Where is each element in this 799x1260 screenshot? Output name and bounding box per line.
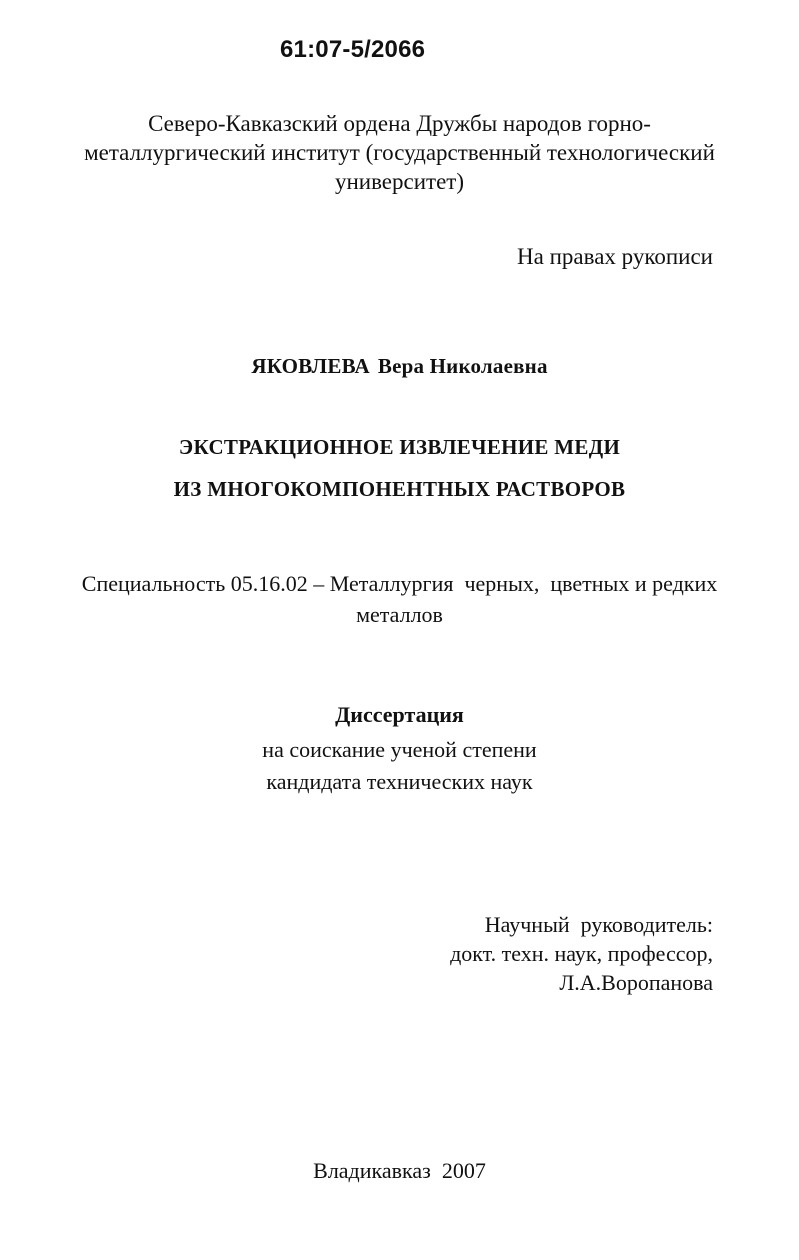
- scientific-supervisor: [450, 910, 713, 997]
- institution-line-1: Северо-Кавказский ордена Дружбы народов горно-: [148, 111, 651, 136]
- author-surname: ЯКОВЛЕВА: [251, 354, 370, 378]
- title-line-2: ИЗ МНОГОКОМПОНЕНТНЫХ РАСТВОРОВ: [173, 477, 626, 501]
- author-name: [0, 354, 799, 379]
- specialty-line-1: Специальность 05.16.02 – Металлургия черных, цветных и редких: [81, 571, 718, 596]
- rights-note: На правах рукописи: [517, 244, 713, 269]
- institution-line-3: университет): [334, 169, 465, 194]
- dissertation-title: [0, 426, 799, 510]
- degree-line-2: кандидата технических наук: [266, 769, 533, 794]
- supervisor-name: Л.А.Воропанова: [559, 970, 713, 995]
- title-line-1: ЭКСТРАКЦИОННОЕ ИЗВЛЕЧЕНИЕ МЕДИ: [178, 435, 621, 459]
- dissertation-heading: Диссертация: [335, 702, 464, 727]
- degree-line-1: на соискание ученой степени: [262, 737, 537, 762]
- institution-name: [0, 109, 799, 196]
- archive-code-number: 61:07-5/2066: [280, 36, 426, 63]
- specialty-line-2: металлов: [356, 602, 443, 627]
- specialty: [0, 568, 799, 630]
- dissertation-degree: [0, 734, 799, 798]
- supervisor-degree: докт. техн. наук, профессор,: [450, 941, 713, 966]
- supervisor-label: Научный руководитель:: [484, 912, 713, 937]
- city-year: Владикавказ 2007: [313, 1158, 486, 1183]
- institution-line-2: металлургический институт (государственный технологический: [84, 140, 715, 165]
- author-given-names: Вера Николаевна: [377, 354, 548, 378]
